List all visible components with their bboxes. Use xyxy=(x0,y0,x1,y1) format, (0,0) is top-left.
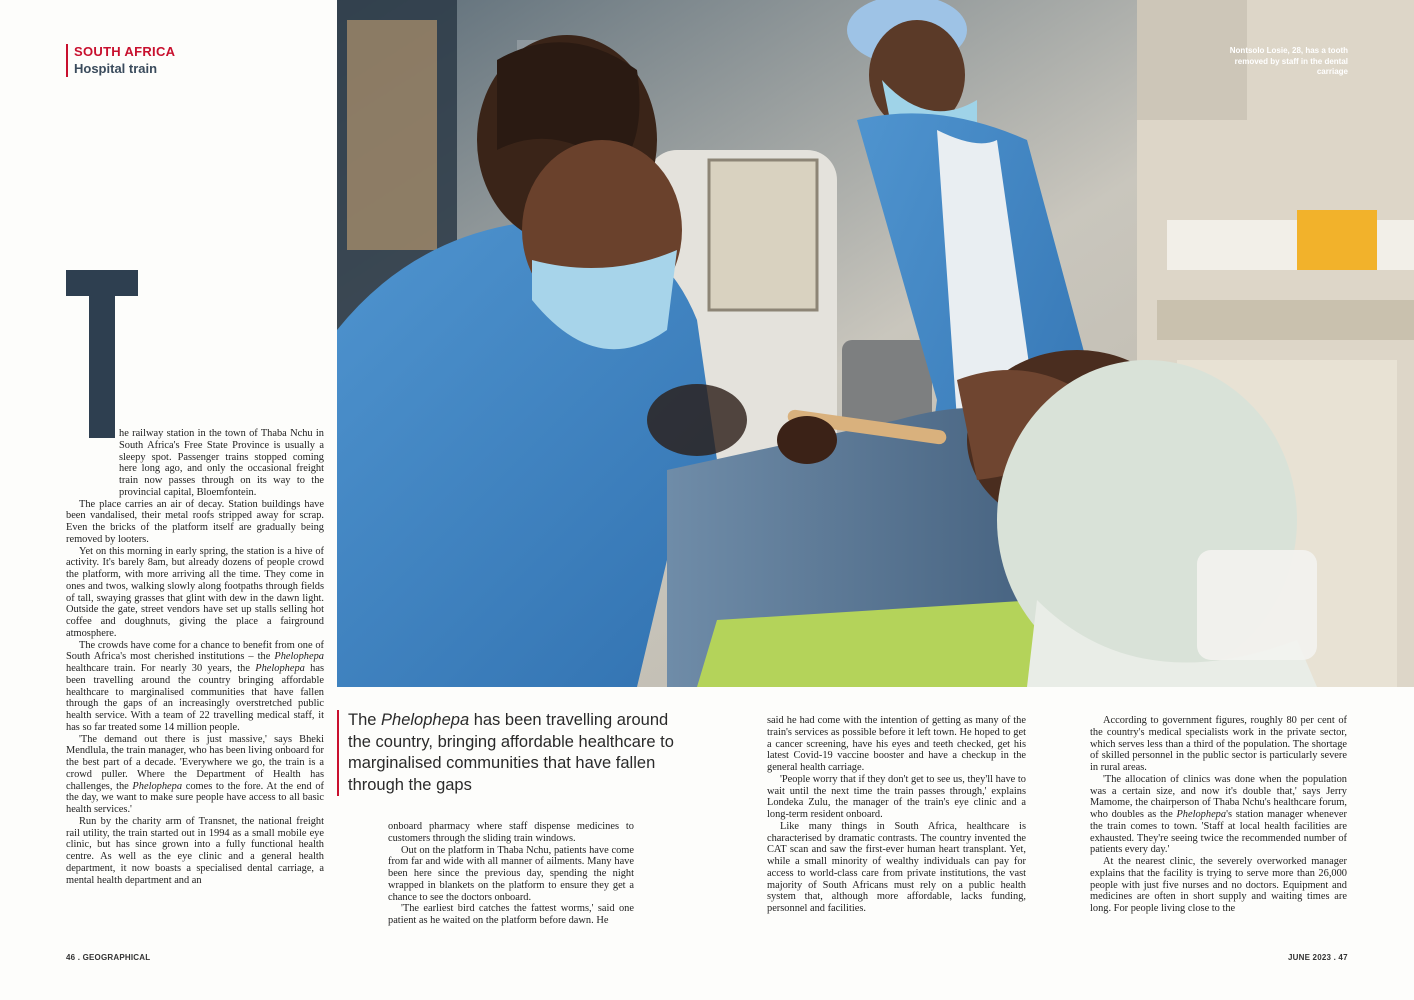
paragraph: said he had come with the intention of getting as many of the train's services as possible before it left town. He hoped to get a cancer screening, have his eyes and teeth checked, get his latest Covid-19 vaccine booster and have a checkup in the general health carriage. xyxy=(767,715,1026,773)
paragraph: According to government figures, roughly 80 per cent of the country's medical specialists work in the private sector, which serves less than a third of the population. The shortage of skilled personnel in the public sector is particularly severe in rural areas. xyxy=(1090,715,1347,773)
paragraph: 'The earliest bird catches the fattest worms,' said one patient as he waited on the platform before dawn. He xyxy=(388,903,634,926)
paragraph: The crowds have come for a chance to benefit from one of South Africa's most cherished institutions – the Phelophepa healthcare train. For nearly 30 years, the Phelophepa has been travelling around the country bringing affordable healthcare to marginalised communities that have fallen through the gaps of an increasingly overstretched public health service. With a team of 22 travelling medical staff, it has so far treated some 14 million people. xyxy=(66,639,324,733)
paragraph: The place carries an air of decay. Station buildings have been vandalised, their metal roofs stripped away for scrap. Even the bricks of the platform itself are gradually being removed by looters. xyxy=(66,498,324,545)
page-folio-right: JUNE 2023 . 47 xyxy=(1288,953,1348,962)
body-column-3 xyxy=(767,715,1026,915)
drop-cap-letter xyxy=(66,270,72,281)
page-folio-left: 46 . GEOGRAPHICAL xyxy=(66,953,151,962)
drop-cap-glyph xyxy=(66,270,138,438)
body-column-2 xyxy=(388,821,634,927)
paragraph: he railway station in the town of Thaba Nchu in South Africa's Free State Province is usually a sleepy spot. Passenger trains stopped coming here long ago, and only the occasional freight train now passes through on its way to the provincial capital, Bloemfontein. xyxy=(119,428,324,498)
feature-photo xyxy=(337,0,1414,687)
section-label: SOUTH AFRICA xyxy=(74,44,176,59)
section-accent-bar xyxy=(66,44,68,77)
paragraph: 'People worry that if they don't get to see us, they'll have to wait until the next time the train passes through,' explains Londeka Zulu, the manager of the train's eye clinic and a long-term resident onboard. xyxy=(767,773,1026,820)
photo-caption: Nontsolo Losie, 28, has a tooth removed by staff in the dental carriage xyxy=(1229,46,1348,76)
dental-carriage-photo xyxy=(337,0,1414,687)
body-column-4 xyxy=(1090,715,1347,915)
pull-quote: The Phelophepa has been travelling around the country, bringing affordable healthcare to marginalised communities that have fallen through the gaps xyxy=(337,710,688,796)
body-column-1 xyxy=(66,428,324,886)
section-header xyxy=(74,44,224,77)
paragraph: Like many things in South Africa, healthcare is characterised by dramatic contrasts. The country invented the CAT scan and saw the first-ever human heart transplant. Yet, while a small minority of wealthy individuals can pay for access to world-class care from private institutions, the vast majority of South Africans must rely on a public health system that, although more affordable, lacks funding, personnel and facilities. xyxy=(767,820,1026,914)
paragraph: 'The demand out there is just massive,' says Bheki Mendlula, the train manager, who has been living onboard for the best part of a decade. 'Everywhere we go, the train is a crowd puller. Where the Department of Health has challenges, the Phelophepa comes to the fore. At the end of the day, we want to make sure people have access to all basic health services.' xyxy=(66,733,324,815)
paragraph: onboard pharmacy where staff dispense medicines to customers through the sliding train windows. xyxy=(388,821,634,844)
paragraph: Run by the charity arm of Transnet, the national freight rail utility, the train started out in 1994 as a small mobile eye clinic, but has since grown into a fully functional health centre. As well as the eye clinic and a general health department, it now boasts a specialised dental carriage, a mental health department and an xyxy=(66,815,324,886)
subsection-label: Hospital train xyxy=(74,61,158,76)
paragraph: Out on the platform in Thaba Nchu, patients have come from far and wide with all manner of ailments. Many have been here since the previous day, spending the night wrapped in blankets on the platform to ensure they get a chance to see the doctors onboard. xyxy=(388,844,634,903)
paragraph: 'The allocation of clinics was done when the population was a certain size, and now it's double that,' says Jerry Mamome, the chairperson of Thaba Nchu's healthcare forum, who doubles as the Phelophepa's station manager whenever the train comes to town. 'Staff at local health facilities are exhausted. They're seeing twice the recommended number of patients every day.' xyxy=(1090,773,1347,856)
paragraph: Yet on this morning in early spring, the station is a hive of activity. It's barely 8am, but already dozens of people crowd the platform, with more arriving all the time. They come in ones and twos, walking slowly along footpaths through fields of tall, swaying grasses that glint with dew in the dawn light. Outside the gate, street vendors have set up stalls selling hot coffee and doughnuts, giving the place a fairground atmosphere. xyxy=(66,545,324,639)
drop-cap xyxy=(66,270,138,438)
paragraph: At the nearest clinic, the severely overworked manager explains that the facility is trying to serve more than 26,000 people with just five nurses and no doctors. Equipment and medicines are often in short supply and waiting times are long. For people living close to the xyxy=(1090,856,1347,914)
